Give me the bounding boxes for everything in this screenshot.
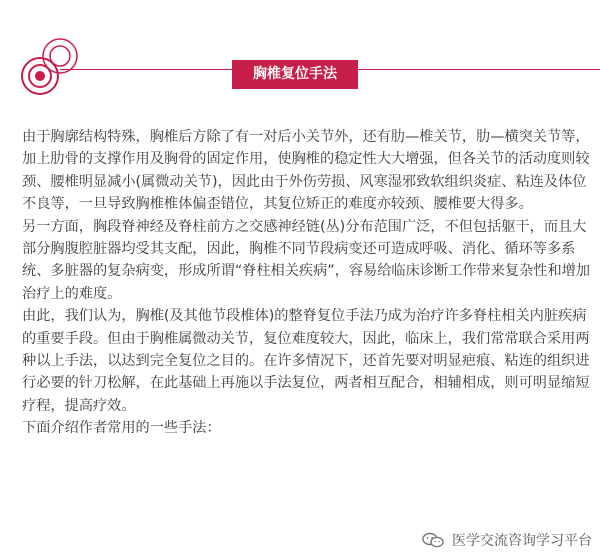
page-title: 胸椎复位手法 xyxy=(232,60,358,89)
paragraph: 由于胸廓结构特殊，胸椎后方除了有一对后小关节外，还有肋—椎关节，肋—横突关节等，加上肋骨的支撑作用及胸骨的固定作用，使胸椎的稳定性大大增强，但各关节的活动度则较颈、腰椎明显减小(属微动关节)，因此由于外伤劳损、风寒湿邪致软组织炎症、粘连及体位不良等，一旦导致胸椎椎体偏歪错位，其复位矫正的难度亦较颈、腰椎要大得多。 xyxy=(22,129,590,213)
paragraph: 另一方面，胸段脊神经及脊柱前方之交感神经链(丛)分布范围广泛，不但包括躯干，而且大部分胸腹腔脏器均受其支配，因此，胸椎不同节段病变还可造成呼吸、消化、循环等多系统、多脏器的复杂病变，形成所谓“脊柱相关疾病”，容易给临床诊断工作带来复杂性和增加治疗上的难度。 xyxy=(22,218,591,302)
section-header xyxy=(0,0,600,110)
concentric-circles-icon xyxy=(18,36,98,100)
article-body xyxy=(22,126,590,440)
wechat-icon xyxy=(422,532,444,548)
paragraph: 由此，我们认为，胸椎(及其他节段椎体)的整脊复位手法乃成为治疗许多脊柱相关内脏疾病的重要手段。但由于胸椎属微动关节，复位难度较大，因此，临床上，我们常常联合采用两种以上手法，以达到完全复位之目的。在许多情况下，还首先要对明显疤痕、粘连的组织进行必要的针刀松解，在此基础上再施以手法复位，两者相互配合，相辅相成，则可明显缩短疗程，提高疗效。 xyxy=(22,308,590,414)
watermark-text: 医学交流咨询学习平台 xyxy=(452,533,592,549)
watermark xyxy=(422,530,592,550)
paragraph: 下面介绍作者常用的一些手法： xyxy=(22,420,221,437)
